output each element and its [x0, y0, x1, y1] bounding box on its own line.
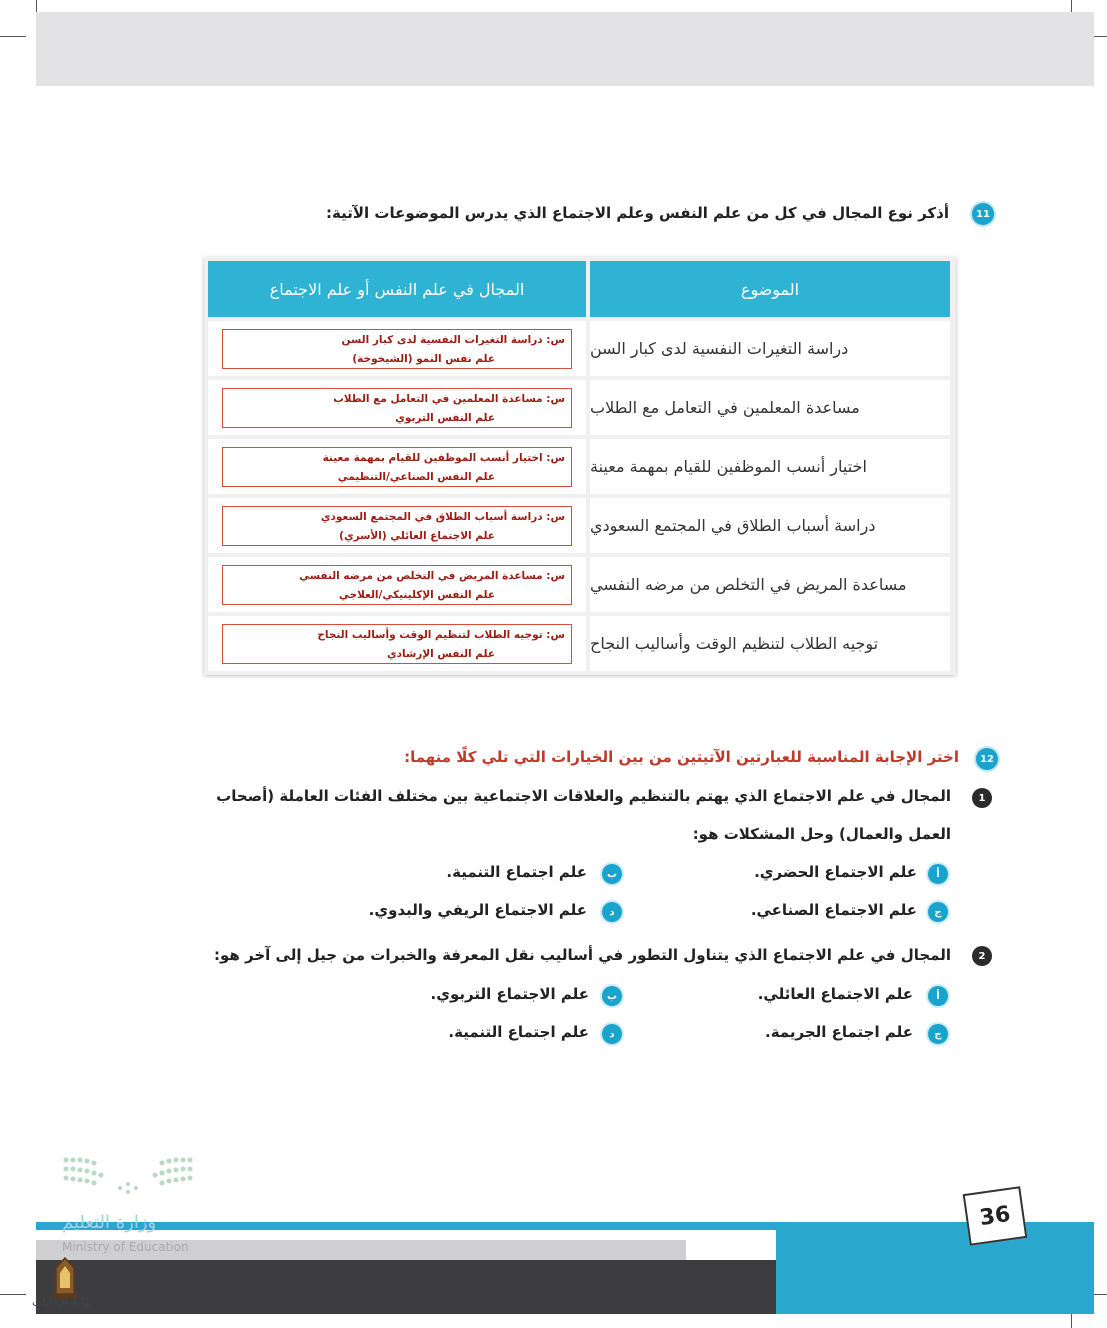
- option-bullet[interactable]: د: [602, 902, 622, 922]
- item-1-text-line1: المجال في علم الاجتماع الذي يهتم بالتنظيم والعلاقات الاجتماعية بين مختلف الفئات العاملة (أصحاب: [216, 787, 951, 805]
- handwritten-answer-box: [222, 447, 572, 487]
- answer-field-line: علم النفس الإكلينيكي/العلاجي: [338, 589, 495, 601]
- answer-field-line: علم نفس النمو (الشيخوخة): [352, 353, 495, 365]
- option-bullet[interactable]: أ: [928, 986, 948, 1006]
- table-row-answer: [208, 557, 586, 612]
- crop-mark: [0, 1294, 26, 1295]
- answer-question-line: س: مساعدة المعلمين في التعامل مع الطلاب: [333, 393, 565, 405]
- table-row-topic: مساعدة المعلمين في التعامل مع الطلاب: [590, 380, 950, 435]
- question-11-number: 11: [972, 203, 994, 225]
- ministry-name-ar: وزارة التعليم: [62, 1212, 157, 1233]
- option-bullet[interactable]: د: [602, 1024, 622, 1044]
- answer-field-line: علم الاجتماع العائلي (الأسري): [339, 530, 495, 542]
- table-row-topic: دراسة أسباب الطلاق في المجتمع السعودي: [590, 498, 950, 553]
- table-row-answer: [208, 321, 586, 376]
- question-12-text: اختر الإجابة المناسبة للعبارتين الآتيتين من بين الخيارات التي تلي كلًا منهما:: [404, 748, 959, 766]
- answer-question-line: س: دراسة أسباب الطلاق في المجتمع السعودي: [320, 511, 565, 523]
- option-text[interactable]: علم الاجتماع التربوي.: [430, 985, 589, 1003]
- item-2-number: 2: [972, 946, 992, 966]
- option-text[interactable]: علم الاجتماع العائلي.: [757, 985, 913, 1003]
- handwritten-answer-box: [222, 506, 572, 546]
- option-bullet[interactable]: ج: [928, 902, 948, 922]
- option-text[interactable]: علم الاجتماع الصناعي.: [750, 901, 917, 919]
- answers-table: [204, 257, 956, 675]
- ministry-logo-icon: [60, 1150, 200, 1200]
- table-row-topic: دراسة التغيرات النفسية لدى كبار السن: [590, 321, 950, 376]
- option-text[interactable]: علم الاجتماع الحضري.: [754, 863, 917, 881]
- handwritten-answer-box: [222, 565, 572, 605]
- page-number: 36: [963, 1186, 1028, 1246]
- question-12-number: 12: [976, 748, 998, 770]
- answer-field-line: علم النفس التربوي: [395, 412, 495, 424]
- option-bullet[interactable]: ب: [602, 986, 622, 1006]
- lantern-logo-icon: [44, 1256, 86, 1300]
- crop-mark: [0, 36, 26, 37]
- footer-blue-block: [776, 1222, 1094, 1314]
- header-band: [36, 12, 1094, 86]
- table-row-topic: مساعدة المريض في التخلص من مرضه النفسي: [590, 557, 950, 612]
- table-row-topic: اختيار أنسب الموظفين للقيام بمهمة معينة: [590, 439, 950, 494]
- answer-field-line: علم النفس الصناعي/التنظيمي: [337, 471, 495, 483]
- option-text[interactable]: علم اجتماع التنمية.: [448, 1023, 589, 1041]
- answer-question-line: س: اختيار أنسب الموظفين للقيام بمهمة معينة: [322, 452, 565, 464]
- table-row-answer: [208, 616, 586, 671]
- table-header-topic: الموضوع: [590, 261, 950, 317]
- table-row-answer: [208, 498, 586, 553]
- footer-dark-band: [36, 1260, 776, 1314]
- table-row-topic: توجيه الطلاب لتنظيم الوقت وأساليب النجاح: [590, 616, 950, 671]
- handwritten-answer-box: [222, 329, 572, 369]
- option-text[interactable]: علم اجتماع التنمية.: [446, 863, 587, 881]
- option-text[interactable]: علم اجتماع الجريمة.: [765, 1023, 913, 1041]
- option-bullet[interactable]: ب: [602, 864, 622, 884]
- question-11-text: أذكر نوع المجال في كل من علم النفس وعلم الاجتماع الذي يدرس الموضوعات الآتية:: [326, 204, 949, 222]
- table-header-field: المجال في علم النفس أو علم الاجتماع: [208, 261, 586, 317]
- item-2-text: المجال في علم الاجتماع الذي يتناول التطور في أساليب نقل المعرفة والخبرات من جيل إلى آخر هو:: [214, 946, 951, 964]
- answer-question-line: س: دراسة التغيرات النفسية لدى كبار السن: [341, 334, 565, 346]
- option-text[interactable]: علم الاجتماع الريفي والبدوي.: [368, 901, 587, 919]
- table-row-answer: [208, 439, 586, 494]
- answer-question-line: س: توجيه الطلاب لتنظيم الوقت وأساليب النجاح: [317, 629, 565, 641]
- item-1-text-line2: العمل والعمال) وحل المشكلات هو:: [692, 825, 951, 843]
- option-bullet[interactable]: ج: [928, 1024, 948, 1044]
- item-1-number: 1: [972, 788, 992, 808]
- handwritten-answer-box: [222, 624, 572, 664]
- handwritten-answer-box: [222, 388, 572, 428]
- answer-question-line: س: مساعدة المريض في التخلص من مرضه النفسي: [299, 570, 565, 582]
- answer-field-line: علم النفس الإرشادي: [387, 648, 495, 660]
- ministry-name-en: Ministry of Education: [62, 1240, 189, 1254]
- site-watermark: بوابة الإجابات: [32, 1296, 93, 1309]
- table-row-answer: [208, 380, 586, 435]
- option-bullet[interactable]: أ: [928, 864, 948, 884]
